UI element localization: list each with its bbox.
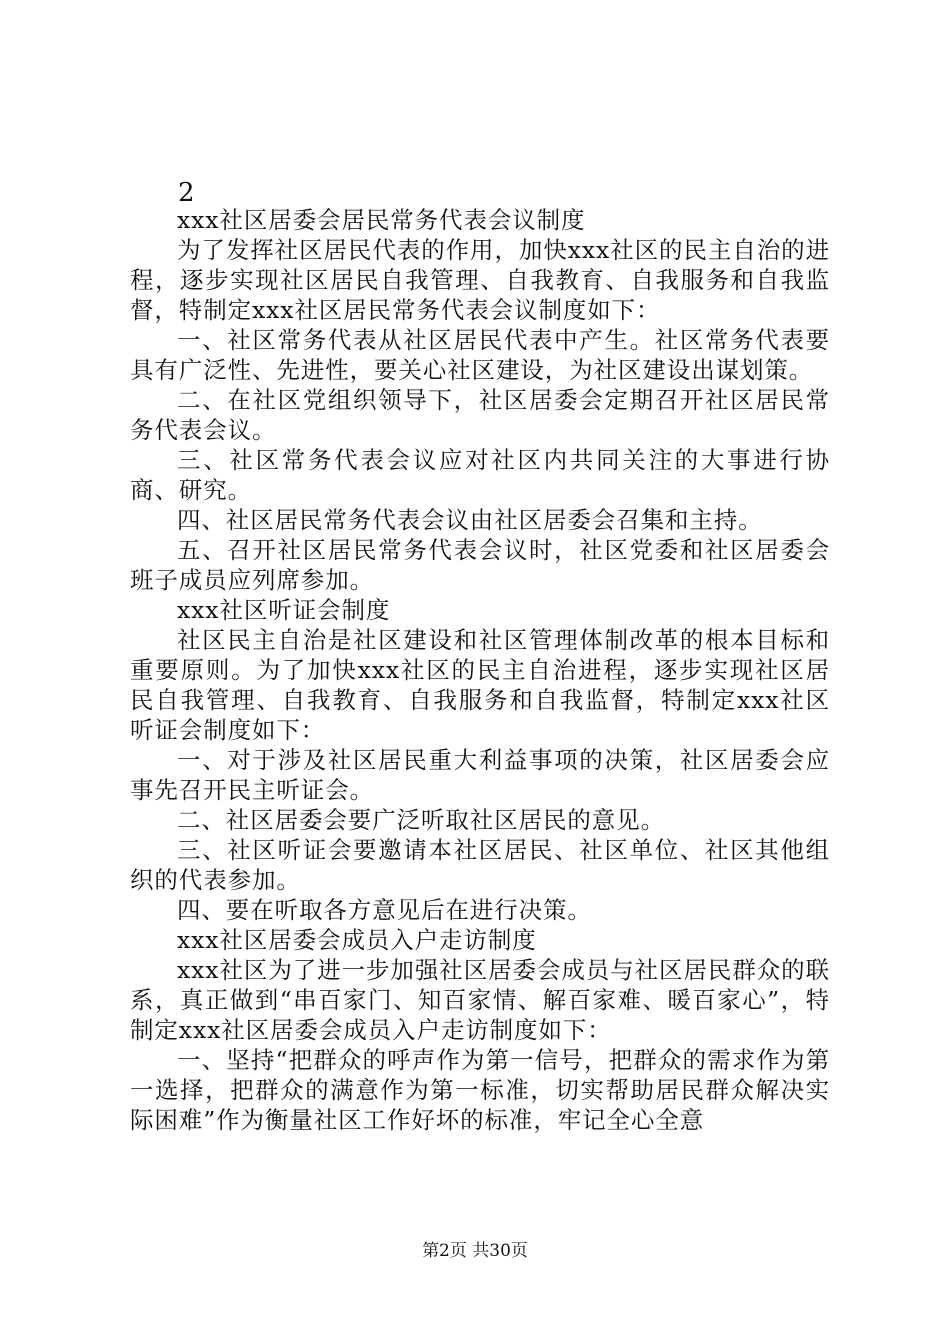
document-body	[130, 205, 830, 1135]
paragraph: 三、社区听证会要邀请本社区居民、社区单位、社区其他组织的代表参加。	[130, 836, 830, 894]
paragraph: 一、坚持“把群众的呼声作为第一信号，把群众的需求作为第一选择，把群众的满意作为第一标准，切实帮助居民群众解决实际困难”作为衡量社区工作好坏的标准，牢记全心全意	[130, 1046, 830, 1134]
paragraph: 四、社区居民常务代表会议由社区居委会召集和主持。	[177, 506, 763, 534]
paragraph: 一、对于涉及社区居民重大利益事项的决策，社区居委会应事先召开民主听证会。	[130, 746, 830, 804]
section-heading-2: xxx社区听证会制度	[177, 596, 391, 624]
paragraph: 四、要在听取各方意见后在进行决策。	[177, 896, 592, 924]
paragraph: 二、社区居委会要广泛听取社区居民的意见。	[177, 806, 665, 834]
section-heading-1: xxx社区居委会居民常务代表会议制度	[177, 206, 586, 234]
paragraph: xxx社区为了进一步加强社区居委会成员与社区居民群众的联系，真正做到“串百家门、知百家情、解百家难、暖百家心”，特制定xxx社区居委会成员入户走访制度如下：	[130, 956, 830, 1044]
section-heading-3: xxx社区居委会成员入户走访制度	[177, 926, 537, 954]
paragraph: 为了发挥社区居民代表的作用，加快xxx社区的民主自治的进程，逐步实现社区居民自我管理、自我教育、自我服务和自我监督，特制定xxx社区居民常务代表会议制度如下：	[130, 236, 830, 324]
paragraph: 一、社区常务代表从社区居民代表中产生。社区常务代表要具有广泛性、先进性，要关心社区建设，为社区建设出谋划策。	[130, 326, 830, 384]
paragraph: 社区民主自治是社区建设和社区管理体制改革的根本目标和重要原则。为了加快xxx社区的民主自治进程，逐步实现社区居民自我管理、自我教育、自我服务和自我监督，特制定xxx社区听证会制度如下：	[130, 626, 830, 744]
paragraph: 三、社区常务代表会议应对社区内共同关注的大事进行协商、研究。	[130, 446, 830, 504]
page-footer: 第2页 共30页	[422, 1241, 528, 1261]
page-marker: 2	[178, 178, 195, 208]
paragraph: 五、召开社区居民常务代表会议时，社区党委和社区居委会班子成员应列席参加。	[130, 536, 830, 594]
paragraph: 二、在社区党组织领导下，社区居委会定期召开社区居民常务代表会议。	[130, 386, 830, 444]
